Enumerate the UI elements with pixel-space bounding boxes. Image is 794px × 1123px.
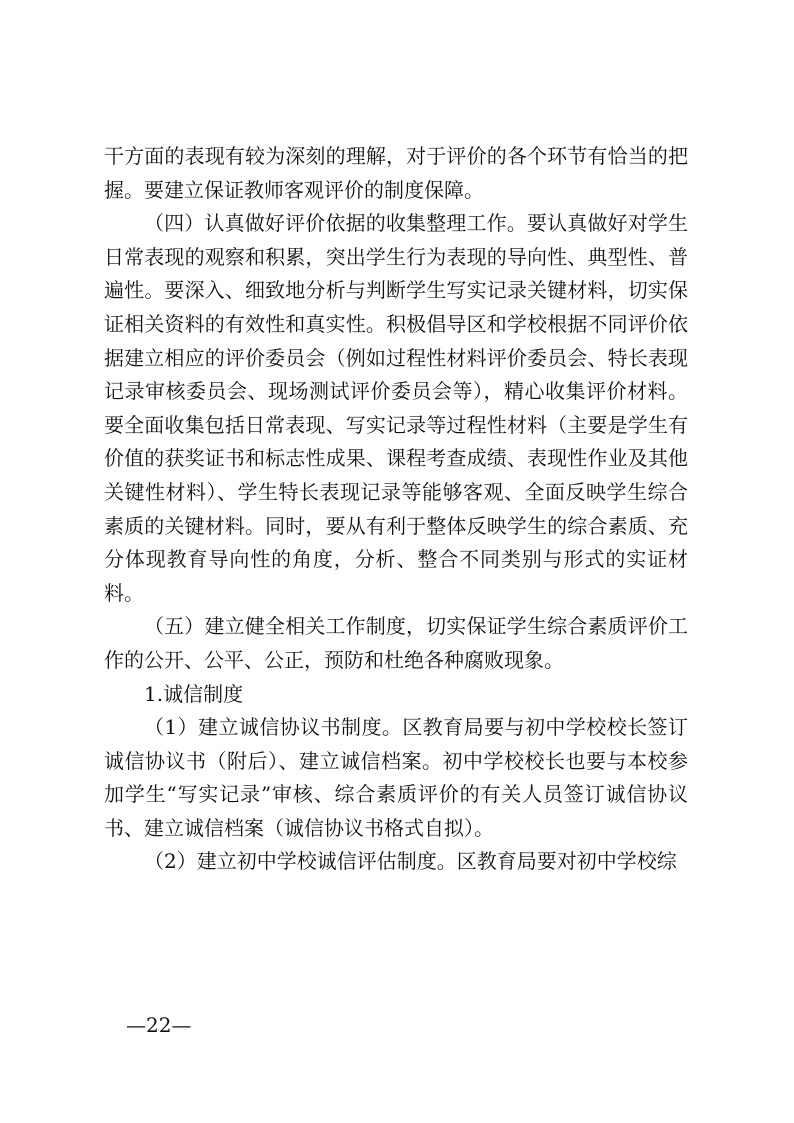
paragraph-continuation: 干方面的表现有较为深刻的理解，对于评价的各个环节有恰当的把握。要建立保证教师客观评价的制度保障。 xyxy=(104,144,688,202)
paragraph-section-four: （四）认真做好评价依据的收集整理工作。要认真做好对学生日常表现的观察和积累，突出学生行为表现的导向性、典型性、普遍性。要深入、细致地分析与判断学生写实记录关键材料，切实保证相关资料的有效性和真实性。积极倡导区和学校根据不同评价依据建立相应的评价委员会（例如过程性材料评价委员会、特长表现记录审核委员会、现场测试评价委员会等），精心收集评价材料。要全面收集包括日常表现、写实记录等过程性材料（主要是学生有价值的获奖证书和标志性成果、课程考查成绩、表现性作业及其他关键性材料）、学生特长表现记录等能够客观、全面反映学生综合素质的关键材料。同时，要从有利于整体反映学生的综合素质、充分体现教育导向性的角度，分析、整合不同类别与形式的实证材料。 xyxy=(104,211,688,605)
subheading-integrity-system: 1.诚信制度 xyxy=(144,681,244,706)
paragraph-section-five: （五）建立健全相关工作制度，切实保证学生综合素质评价工作的公开、公平、公正，预防和杜绝各种腐败现象。 xyxy=(104,614,688,672)
page-number: —22— xyxy=(126,1013,192,1037)
paragraph-item-one: （1）建立诚信协议书制度。区教育局要与初中学校校长签订诚信协议书（附后）、建立诚信档案。初中学校校长也要与本校参加学生“写实记录”审核、综合素质评价的有关人员签订诚信协议书、建立诚信档案（诚信协议书格式自拟）。 xyxy=(104,715,688,840)
document-body xyxy=(104,140,688,879)
paragraph-item-two: （2）建立初中学校诚信评估制度。区教育局要对初中学校综 xyxy=(144,849,677,874)
